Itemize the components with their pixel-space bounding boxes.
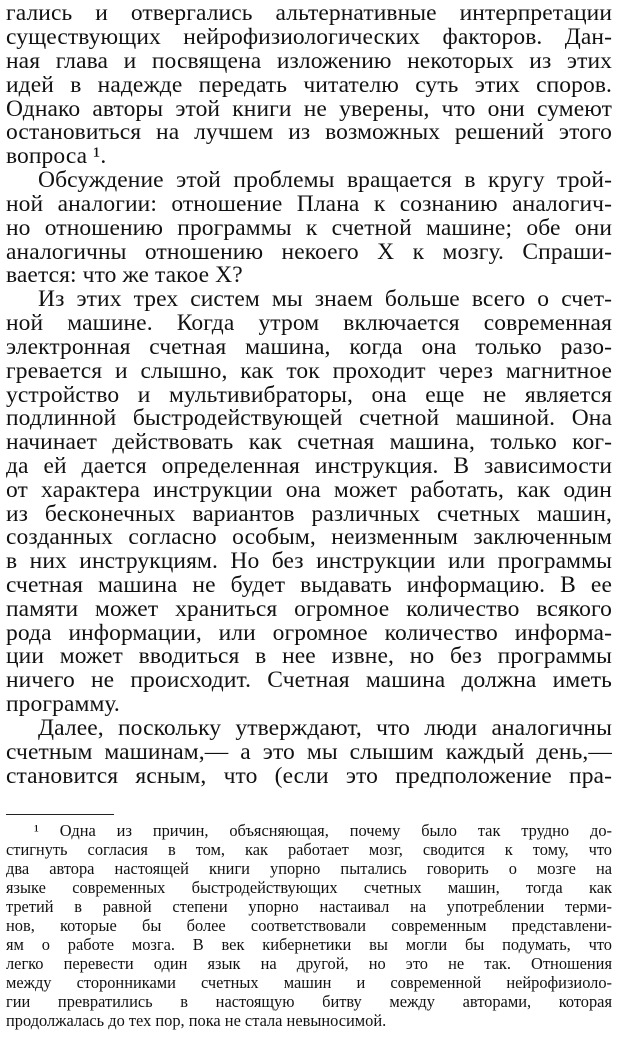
body-line: начинает действовать как счетная машина, только ког- — [6, 429, 612, 455]
body-line: созданных согласно особым, неизменным заключенным — [6, 524, 612, 550]
body-line: счетная машина не будет выдавать информацию. В ее — [6, 572, 612, 598]
footnote-line: легко перевести один язык на другой, но это не так. Отношения — [6, 954, 612, 973]
body-line: вопроса ¹. — [6, 143, 107, 169]
footnote-separator — [6, 814, 114, 815]
body-line: счетным машинам,— а это мы слышим каждый день,— — [6, 739, 612, 765]
body-line: электронная счетная машина, когда она только разо- — [6, 334, 612, 360]
body-line: ничего не происходит. Счетная машина должна иметь — [6, 667, 612, 693]
body-line: аналогичны отношению некоего X к мозгу. Спраши- — [6, 239, 612, 265]
footnote-line: продолжалась до тех пор, пока не стала невыносимой. — [6, 1011, 387, 1030]
body-line: да ей дается определенная инструкция. В зависимости — [6, 453, 612, 479]
paragraph-first-line: Далее, поскольку утверждают, что люди аналогичны — [38, 715, 612, 741]
footnote-line: нов, которые бы более соответствовали современным представлени- — [6, 916, 612, 935]
body-line: вается: что же такое X? — [6, 262, 243, 288]
body-line: в них инструкциям. Но без инструкции или программы — [6, 548, 612, 574]
body-line: Однако авторы этой книги не уверены, что они сумеют — [6, 96, 612, 122]
footnote-line: ям о работе мозга. В век кибернетики вы могли бы подумать, что — [6, 935, 612, 954]
body-line: из бесконечных вариантов различных счетных машин, — [6, 501, 612, 527]
body-line: ной аналогии: отношение Плана к сознанию аналогич- — [6, 191, 612, 217]
body-line: существующих нейрофизиологических факторов. Дан- — [6, 24, 612, 50]
body-line: становится ясным, что (если это предположение пра- — [6, 763, 612, 789]
body-line: гревается и слышно, как ток проходит через магнитное — [6, 358, 612, 384]
paragraph-first-line: Из этих трех систем мы знаем больше всего о счет- — [38, 286, 612, 312]
body-line: гались и отвергались альтернативные интерпретации — [6, 0, 612, 26]
body-line: от характера инструкции она может работать, как один — [6, 477, 612, 503]
footnote-line: два автора настоящей книги упорно пытались говорить о мозге на — [6, 859, 612, 878]
paragraph-first-line: Обсуждение этой проблемы вращается в кругу трой- — [38, 167, 612, 193]
footnote-line: гии превратились в настоящую битву между авторами, которая — [6, 992, 612, 1011]
footnote-line: ¹ Одна из причин, объясняющая, почему было так трудно до- — [34, 821, 612, 840]
footnote-line: языке современных быстродействующих счетных машин, тогда как — [6, 878, 612, 897]
body-line: ции может вводиться в нее извне, но без программы — [6, 643, 612, 669]
footnote-line: третий в равной степени упорно настаивал на употреблении терми- — [6, 897, 612, 916]
body-line: программу. — [6, 691, 120, 717]
footnote-line: между сторонниками счетных машин и современной нейрофизиоло- — [6, 973, 612, 992]
body-line: ной машине. Когда утром включается современная — [6, 310, 612, 336]
body-line: но отношению программы к счетной машине; обе они — [6, 215, 612, 241]
body-line: подлинной быстродействующей счетной машиной. Она — [6, 405, 612, 431]
footnote-line: стигнуть согласия в том, как работает мозг, сводится к тому, что — [6, 840, 612, 859]
body-line: ная глава и посвящена изложению некоторых из этих — [6, 48, 612, 74]
body-line: памяти может храниться огромное количество всякого — [6, 596, 612, 622]
body-line: рода информации, или огромное количество информа- — [6, 620, 612, 646]
body-line: идей в надежде передать читателю суть этих споров. — [6, 72, 612, 98]
body-line: устройство и мультивибраторы, она еще не является — [6, 382, 612, 408]
body-line: остановиться на лучшем из возможных решений этого — [6, 119, 612, 145]
